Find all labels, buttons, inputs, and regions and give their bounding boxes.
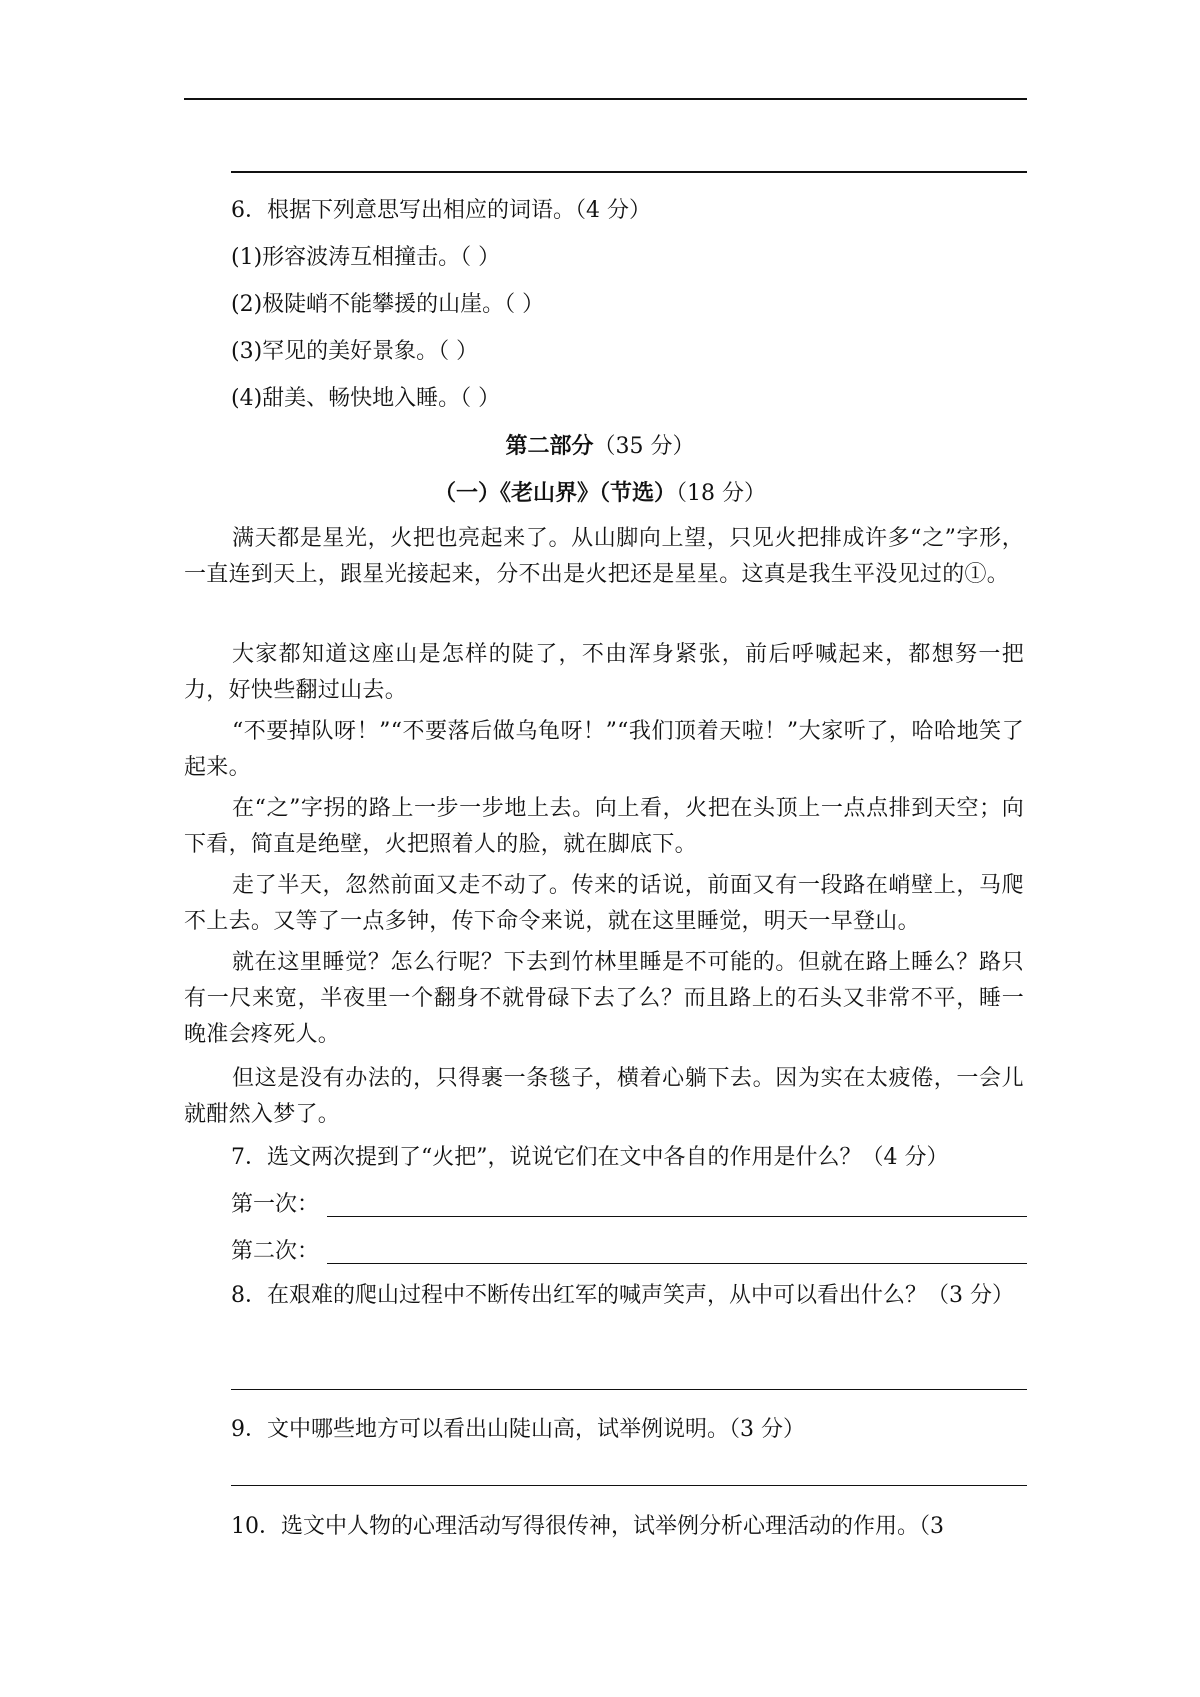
answer-line-first[interactable]: [327, 1216, 1027, 1217]
answer-line-second[interactable]: [327, 1263, 1027, 1264]
answer-line-q8[interactable]: [231, 1389, 1027, 1390]
section-heading: [0, 432, 1200, 461]
answer-label-first: 第一次：: [231, 1192, 320, 1217]
passage-paragraph: 在“之”字拐的路上一步一步地上去。向上看，火把在头顶上一点点排到天空；向下看，简直是绝壁，火把照着人的脸，就在脚底下。: [184, 796, 1024, 857]
answer-line-q9[interactable]: [231, 1485, 1027, 1486]
question-6-item: (2)极陡峭不能攀援的山崖。（ ）: [231, 292, 545, 317]
passage-paragraph: 满天都是星光，火把也亮起来了。从山脚向上望，只见火把排成许多“之”字形，一直连到天上，跟星光接起来，分不出是火把还是星星。这真是我生平没见过的①。: [184, 526, 1024, 587]
passage-title: （一）《老山界》（节选）: [433, 480, 676, 506]
section-part-score: （35 分）: [593, 434, 695, 459]
passage-paragraph: “不要掉队呀！”“不要落后做乌龟呀！”“我们顶着天啦！”大家听了，哈哈地笑了起来。: [184, 719, 1024, 780]
passage-paragraph: 就在这里睡觉？怎么行呢？下去到竹林里睡是不可能的。但就在路上睡么？路只有一尺来宽，半夜里一个翻身不就骨碌下去了么？而且路上的石头又非常不平，睡一晚准会疼死人。: [184, 950, 1024, 1047]
answer-line[interactable]: [231, 171, 1027, 173]
question-6-title: 6．根据下列意思写出相应的词语。（4 分）: [231, 198, 651, 223]
question-10-title: 10．选文中人物的心理活动写得很传神，试举例分析心理活动的作用。（3: [231, 1514, 944, 1539]
passage-score: （18 分）: [676, 481, 766, 506]
question-6-item: (4)甜美、畅快地入睡。（ ）: [231, 386, 501, 411]
passage-paragraph: 但这是没有办法的，只得裹一条毯子，横着心躺下去。因为实在太疲倦，一会儿就酣然入梦了。: [184, 1066, 1024, 1127]
passage-heading: [0, 479, 1200, 508]
question-9-title: 9．文中哪些地方可以看出山陡山高，试举例说明。（3 分）: [231, 1417, 805, 1442]
question-6-item: (1)形容波涛互相撞击。（ ）: [231, 245, 501, 270]
question-7-title: 7．选文两次提到了“火把”，说说它们在文中各自的作用是什么？（4 分）: [231, 1145, 949, 1170]
question-6-item: (3)罕见的美好景象。（ ）: [231, 339, 479, 364]
section-part-label: 第二部分: [505, 433, 594, 459]
passage-paragraph: 走了半天，忽然前面又走不动了。传来的话说，前面又有一段路在峭壁上，马爬不上去。又等了一点多钟，传下命令来说，就在这里睡觉，明天一早登山。: [184, 873, 1024, 934]
passage-paragraph: 大家都知道这座山是怎样的陡了，不由浑身紧张，前后呼喊起来，都想努一把力，好快些翻过山去。: [184, 642, 1024, 703]
question-8-title: 8．在艰难的爬山过程中不断传出红军的喊声笑声，从中可以看出什么？（3 分）: [231, 1283, 1014, 1308]
answer-label-second: 第二次：: [231, 1239, 320, 1264]
answer-line[interactable]: [184, 98, 1027, 100]
